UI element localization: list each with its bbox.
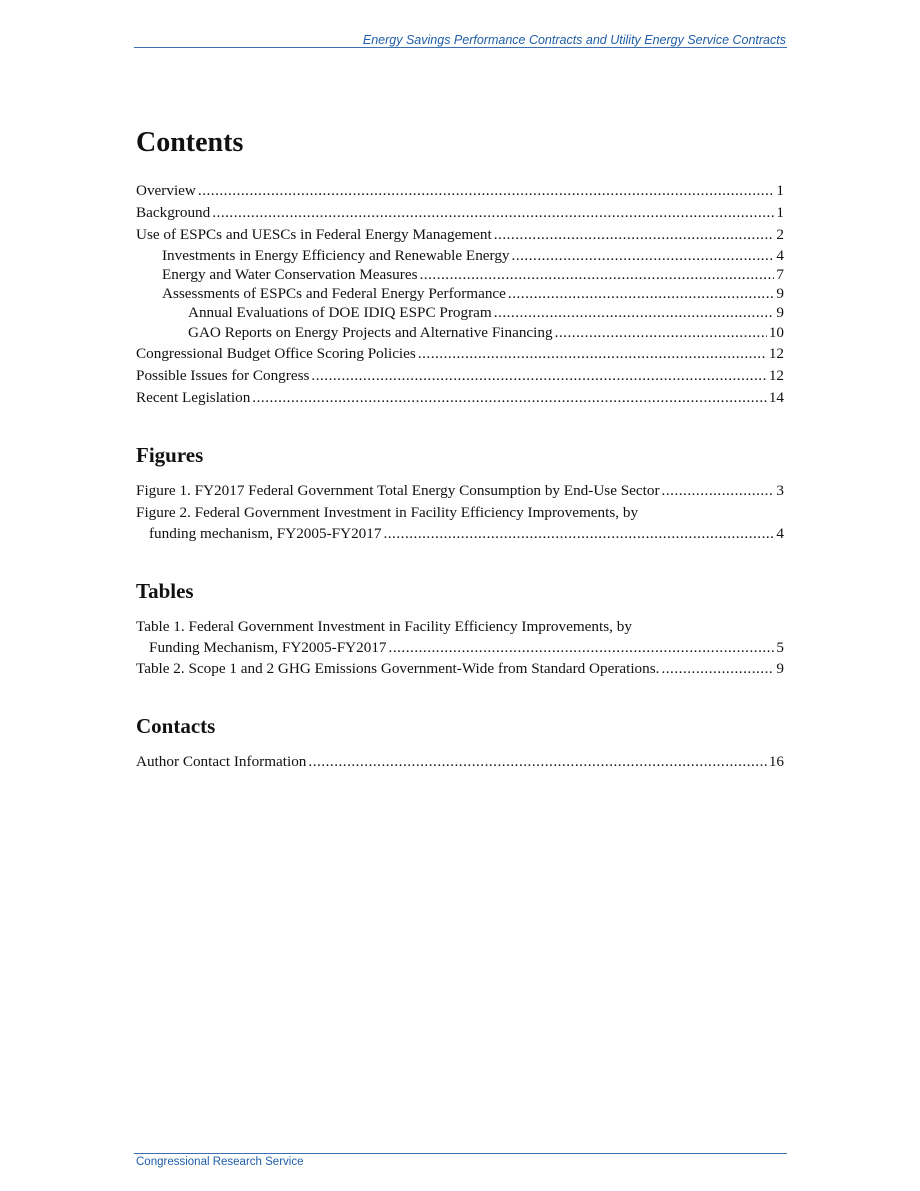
footer-text: Congressional Research Service [136,1156,304,1168]
toc-entry-cbo-scoring[interactable] [136,343,784,365]
toc-entry-label: Possible Issues for Congress [136,367,310,384]
toc-entry-label-line1: Figure 2. Federal Government Investment in Facility Efficiency Improvements, by [136,504,639,521]
toc-entry-label: Background [136,204,211,221]
toc-entry-page: 14 [768,389,784,406]
toc-entry-label: Investments in Energy Efficiency and Renewable Energy [162,247,510,264]
toc-entry-investments[interactable] [136,246,784,265]
toc-entry-page: 4 [776,525,784,542]
toc-entry-page: 1 [776,182,784,199]
toc-entry-label: Overview [136,182,196,199]
running-header: Energy Savings Performance Contracts and Utility Energy Service Contracts [362,33,786,47]
leader-dots [383,523,774,544]
toc-entry-page: 3 [776,482,784,499]
leader-dots [308,751,766,773]
toc-entry-author-contact[interactable] [136,751,784,773]
toc-entry-background[interactable] [136,202,784,224]
contacts-section [136,711,784,773]
leader-dots [512,246,775,265]
toc-entry-label-line2: Funding Mechanism, FY2005-FY2017 [149,639,387,656]
toc-entry-overview[interactable] [136,180,784,202]
header-divider [134,47,787,48]
leader-dots [418,343,767,365]
toc-entry-figure-2[interactable] [136,502,784,544]
tables-title: Tables [136,579,194,603]
toc-entry-recent-legislation[interactable] [136,387,784,409]
toc-entry-page: 2 [776,226,784,243]
toc-entry-annual-evaluations[interactable] [136,303,784,323]
toc-entry-page: 9 [776,285,784,302]
toc-entry-use-of-espcs[interactable] [136,224,784,246]
toc-entry-possible-issues[interactable] [136,365,784,387]
toc-entry-label-line1: Table 1. Federal Government Investment in Facility Efficiency Improvements, by [136,618,632,635]
toc-entry-figure-1[interactable] [136,480,784,502]
toc-entry-conservation-measures[interactable] [136,265,784,284]
toc-entry-label: Energy and Water Conservation Measures [162,266,418,283]
contacts-title: Contacts [136,714,216,738]
leader-dots [494,224,775,246]
toc-entry-page: 7 [776,266,784,283]
leader-dots [212,202,774,224]
toc-entry-page: 10 [768,324,784,341]
leader-dots [252,387,767,409]
leader-dots [389,637,775,658]
toc-entry-page: 9 [776,660,784,677]
leader-dots [494,303,775,323]
toc-entry-page: 12 [768,367,784,384]
leader-dots [508,284,775,303]
toc-entry-label: Assessments of ESPCs and Federal Energy Performance [162,285,506,302]
leader-dots [311,365,766,387]
figures-section [136,440,784,544]
toc-entry-table-1[interactable] [136,616,784,658]
footer-divider [134,1153,787,1154]
toc-entry-page: 9 [776,304,784,321]
toc-entry-gao-reports[interactable] [136,323,784,343]
leader-dots [198,180,775,202]
toc-entry-table-2[interactable] [136,658,784,680]
toc-entry-label: Author Contact Information [136,753,307,770]
toc-entry-label: Annual Evaluations of DOE IDIQ ESPC Program [188,304,492,321]
toc-entry-label: GAO Reports on Energy Projects and Alternative Financing [188,324,553,341]
figures-title: Figures [136,443,204,467]
toc-entry-page: 4 [776,247,784,264]
leader-dots [555,323,767,343]
leader-dots [661,658,774,680]
toc-entry-label: Table 2. Scope 1 and 2 GHG Emissions Government-Wide from Standard Operations. [136,660,660,677]
toc-entry-page: 5 [776,639,784,656]
contents-section [136,124,784,409]
leader-dots [662,480,775,502]
tables-section [136,576,784,680]
toc-entry-page: 16 [768,753,784,770]
toc-entry-assessments[interactable] [136,284,784,303]
toc-entry-label: Figure 1. FY2017 Federal Government Total Energy Consumption by End-Use Sector [136,482,660,499]
toc-entry-label-line2: funding mechanism, FY2005-FY2017 [149,525,382,542]
leader-dots [420,265,775,284]
toc-entry-label: Use of ESPCs and UESCs in Federal Energy Management [136,226,492,243]
toc-entry-label: Recent Legislation [136,389,251,406]
toc-entry-label: Congressional Budget Office Scoring Policies [136,345,416,362]
contents-title: Contents [136,127,244,158]
toc-entry-page: 1 [776,204,784,221]
toc-entry-page: 12 [768,345,784,362]
